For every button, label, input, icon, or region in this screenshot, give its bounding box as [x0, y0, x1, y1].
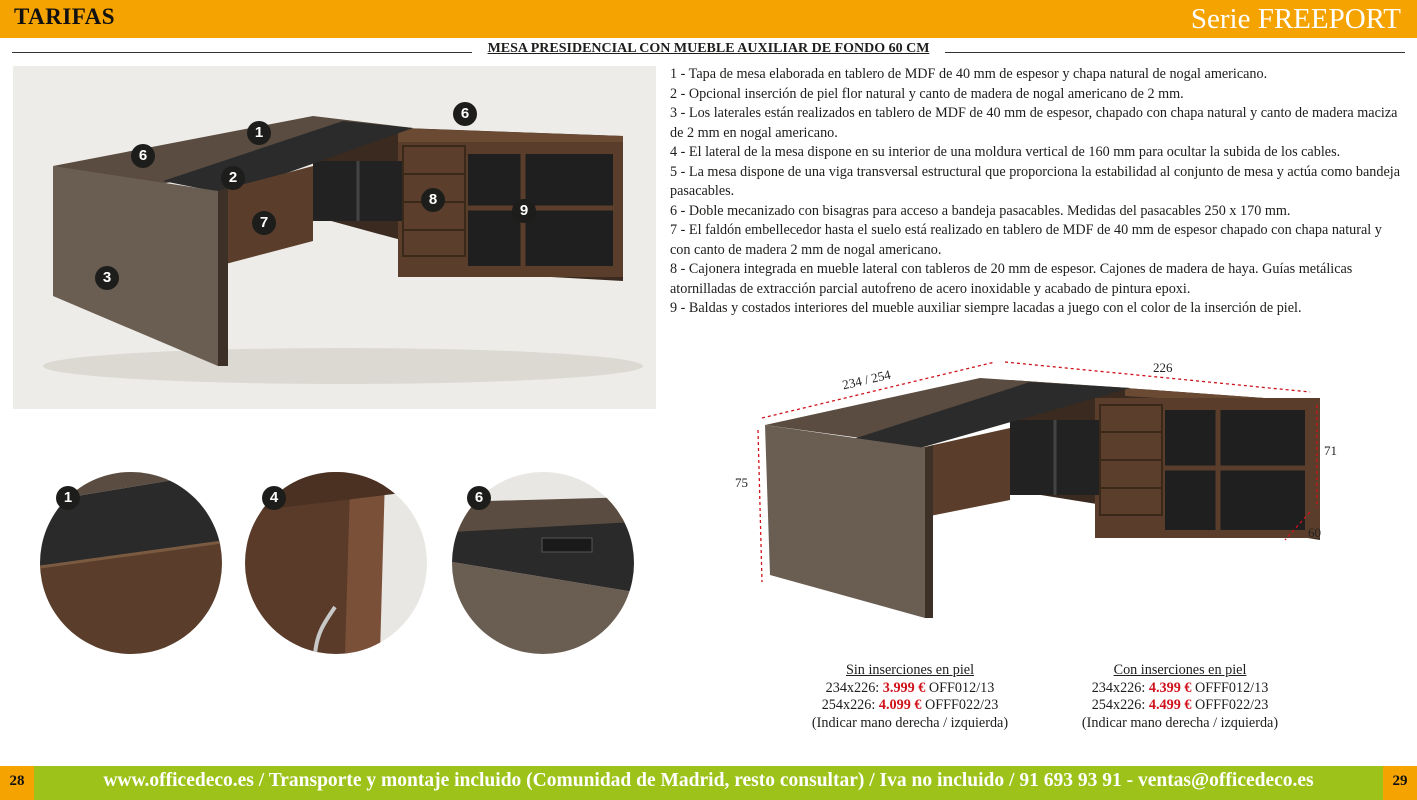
series-title: Serie FREEPORT	[1190, 3, 1401, 35]
price-size: 234x226:	[1091, 679, 1146, 696]
dimension-depth-aux: 60	[1308, 525, 1321, 540]
price-row	[805, 680, 1015, 698]
spec-item: 6 - Doble mecanizado con bisagras para acceso a bandeja pasacables. Medidas del pasacables 250 x 170 mm.	[670, 202, 1291, 219]
price-title: Con inserciones en piel	[1113, 662, 1247, 678]
spec-item: 5 - La mesa dispone de una viga transversal estructural que proporciona la estabilidad al conjunto de mesa y actúa como bandeja pasacables.	[670, 163, 1400, 199]
photo-badge-3: 3	[95, 266, 119, 290]
photo-badge-8: 8	[421, 188, 445, 212]
header-bar	[0, 0, 1417, 38]
spec-item: 2 - Opcional inserción de piel flor natural y canto de madera de nogal americano de 2 mm.	[670, 85, 1184, 102]
spec-item: 1 - Tapa de mesa elaborada en tablero de MDF de 40 mm de espesor y chapa natural de nogal americano.	[670, 66, 1268, 82]
price-row	[805, 697, 1015, 715]
spec-item: 4 - El lateral de la mesa dispone en su interior de una moldura vertical de 160 mm para ocultar la subida de los cables.	[670, 144, 1341, 160]
footer-bar	[0, 766, 1417, 800]
dimension-width-desk: 234 / 254	[840, 366, 893, 393]
spec-item: 8 - Cajonera integrada en mueble lateral con tableros de 20 mm de espesor. Cajones de madera de haya. Guías metálicas atornilladas de extracción parcial autofreno de acero inoxidable y acabado de pintura epoxi.	[670, 261, 1353, 297]
price-ref: OFFF022/23	[924, 697, 999, 713]
dimension-height-desk: 75	[735, 475, 748, 490]
price-size: 234x226:	[825, 679, 880, 696]
spec-item: 7 - El faldón embellecedor hasta el suelo está realizado en tablero de MDF de 40 mm de espesor chapado con chapa natural y con canto de madera 2 mm de nogal americano.	[670, 222, 1382, 258]
photo-badge-6-left: 6	[131, 144, 155, 168]
price-title: Sin inserciones en piel	[845, 662, 975, 678]
specifications-list	[670, 65, 1405, 319]
price-value: 4.499 €	[1148, 697, 1192, 713]
photo-badge-2: 2	[221, 166, 245, 190]
photo-badge-6-right: 6	[453, 102, 477, 126]
spec-item: 3 - Los laterales están realizados en tablero de MDF de 40 mm de espesor, chapado con chapa natural y canto de madera maciza de 2 mm en nogal americano.	[670, 105, 1398, 141]
product-photo	[13, 66, 656, 409]
dimension-illustration	[740, 350, 1360, 640]
spec-item: 9 - Baldas y costados interiores del mueble auxiliar siempre lacadas a juego con el color de la inserción de piel.	[670, 300, 1302, 316]
price-value: 4.099 €	[878, 697, 922, 713]
price-row	[1055, 697, 1305, 715]
price-note: (Indicar mano derecha / izquierda)	[811, 714, 1009, 731]
detail-badge-6: 6	[467, 486, 491, 510]
dimension-height-aux: 71	[1324, 443, 1337, 458]
price-value: 3.999 €	[882, 679, 926, 696]
price-ref: OFFF012/13	[1194, 679, 1269, 696]
detail-badge-4: 4	[262, 486, 286, 510]
section-title: MESA PRESIDENCIAL CON MUEBLE AUXILIAR DE FONDO 60 CM	[487, 41, 930, 56]
dimension-width-aux: 226	[1153, 360, 1173, 375]
photo-badge-9: 9	[512, 199, 536, 223]
detail-badge-1: 1	[56, 486, 80, 510]
price-ref: OFF012/13	[928, 679, 995, 696]
page-title: TARIFAS	[14, 4, 116, 29]
price-block-with-leather	[1055, 662, 1305, 732]
price-note: (Indicar mano derecha / izquierda)	[1081, 714, 1279, 731]
desk-illustration	[13, 66, 656, 409]
footer-contact-link[interactable]: www.officedeco.es / Transporte y montaje incluido (Comunidad de Madrid, resto consultar) / Iva no incluido / 91 693 93 91 - ventas@officedeco.es	[103, 770, 1314, 791]
page-number-left: 28	[0, 766, 34, 800]
price-row	[1055, 680, 1305, 698]
page-number-right: 29	[1383, 766, 1417, 800]
price-ref: OFFF022/23	[1194, 697, 1269, 713]
dimension-drawing	[735, 350, 1360, 640]
photo-badge-1: 1	[247, 121, 271, 145]
price-size: 254x226:	[1091, 697, 1146, 713]
photo-badge-7: 7	[252, 211, 276, 235]
price-value: 4.399 €	[1148, 679, 1192, 696]
price-size: 254x226:	[821, 697, 876, 713]
price-block-without-leather	[805, 662, 1015, 732]
